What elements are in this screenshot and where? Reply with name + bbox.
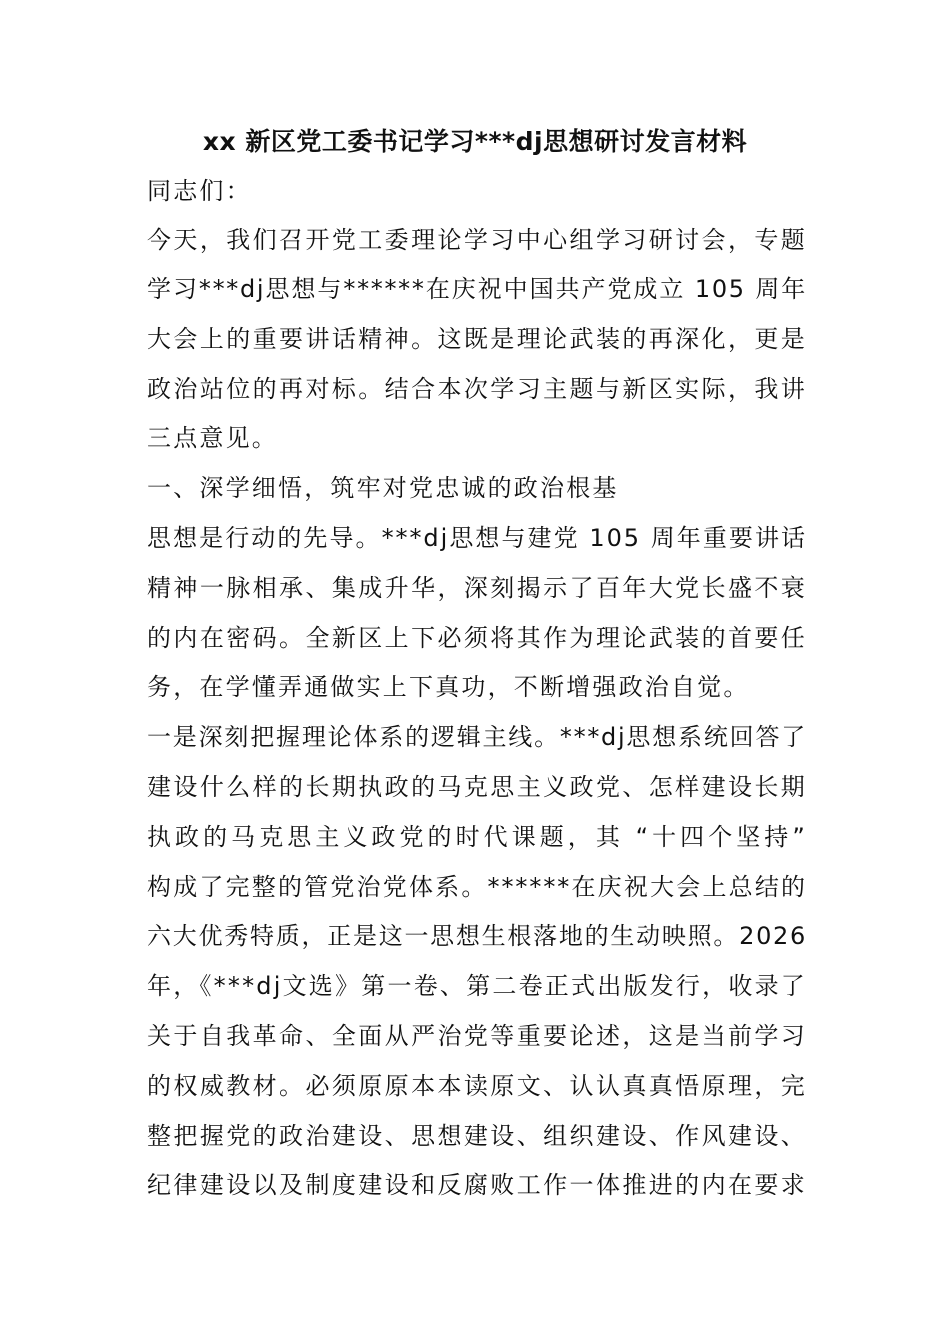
text-line: 政治站位的再对标。结合本次学习主题与新区实际，我讲 [147, 375, 807, 403]
section-heading: 一、深学细悟，筑牢对党忠诚的政治根基 [147, 474, 619, 502]
text-line: 构成了完整的管党治党体系。******在庆祝大会上总结的 [147, 873, 807, 901]
text-line: 的内在密码。全新区上下必须将其作为理论武装的首要任 [147, 624, 807, 652]
text-line: 关于自我革命、全面从严治党等重要论述，这是当前学习 [147, 1022, 807, 1050]
text-line: 务，在学懂弄通做实上下真功，不断增强政治自觉。 [147, 673, 750, 701]
text-line: 六大优秀特质，正是这一思想生根落地的生动映照。2026 [147, 922, 807, 950]
document-title: xx 新区党工委书记学习***dj思想研讨发言材料 [202, 127, 748, 156]
text-line: 的权威教材。必须原原本本读原文、认认真真悟原理，完 [147, 1072, 807, 1100]
salutation-line: 同志们： [147, 177, 252, 205]
text-line: 年，《***dj文选》第一卷、第二卷正式出版发行，收录了 [147, 972, 807, 1000]
text-line: 执政的马克思主义政党的时代课题，其 “十四个坚持” [147, 823, 807, 851]
text-line: 学习***dj思想与******在庆祝中国共产党成立 105 周年 [147, 275, 807, 303]
text-line: 精神一脉相承、集成升华，深刻揭示了百年大党长盛不衰 [147, 574, 807, 602]
text-line: 一是深刻把握理论体系的逻辑主线。***dj思想系统回答了 [147, 723, 807, 751]
text-line: 整把握党的政治建设、思想建设、组织建设、作风建设、 [147, 1122, 807, 1150]
text-line: 三点意见。 [147, 424, 278, 452]
text-line: 建设什么样的长期执政的马克思主义政党、怎样建设长期 [147, 773, 807, 801]
text-line: 纪律建设以及制度建设和反腐败工作一体推进的内在要求 [147, 1171, 807, 1199]
text-line: 大会上的重要讲话精神。这既是理论武装的再深化，更是 [147, 325, 807, 353]
text-line: 思想是行动的先导。***dj思想与建党 105 周年重要讲话 [147, 524, 807, 552]
text-line: 今天，我们召开党工委理论学习中心组学习研讨会，专题 [147, 226, 807, 254]
